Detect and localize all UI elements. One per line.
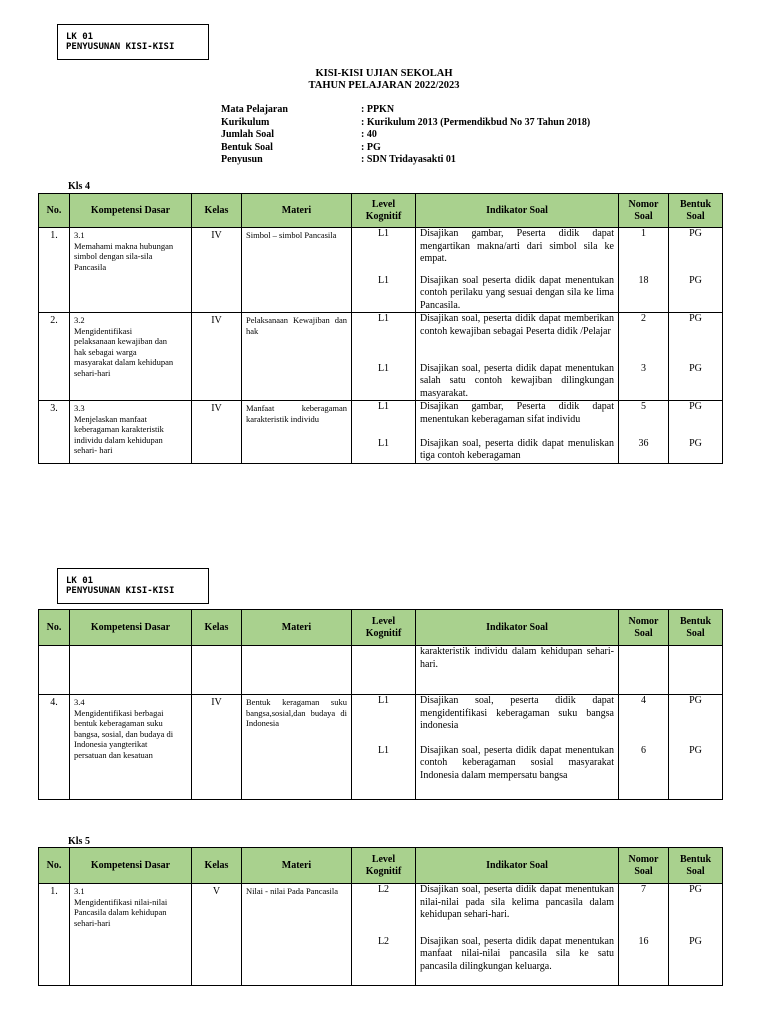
row-level: L1 <box>352 363 416 401</box>
row-nomor: 1 <box>619 228 669 275</box>
row-kelas: IV <box>192 695 242 800</box>
table-header-row <box>39 848 723 884</box>
header-level: Level Kognitif <box>352 848 416 884</box>
row-bentuk: PG <box>669 438 723 464</box>
row-kd: 3.4Mengidentifikasi berbagai bentuk keberagaman suku bangsa, sosial, dan budaya di Indonesia yangterikat persatuan dan kesatuan <box>70 695 192 800</box>
table-row <box>39 695 723 745</box>
row-indikator: Disajikan gambar, Peserta didik dapat menentukan keberagaman sifat individu <box>416 401 619 438</box>
meta-value: : 40 <box>361 129 377 140</box>
row-no: 2. <box>39 313 70 401</box>
kisi-table-kls4 <box>38 193 723 464</box>
row-bentuk: PG <box>669 745 723 800</box>
header-kd: Kompetensi Dasar <box>70 848 192 884</box>
row-level: L1 <box>352 228 416 275</box>
table-header-row <box>39 610 723 646</box>
kls-4-label: Kls 4 <box>68 181 90 192</box>
row-kelas: IV <box>192 313 242 401</box>
header-kelas: Kelas <box>192 848 242 884</box>
row-level: L2 <box>352 884 416 936</box>
header-no: No. <box>39 194 70 228</box>
row-indikator: Disajikan soal, peserta didik dapat menuliskan tiga contoh keberagaman <box>416 438 619 464</box>
table-row <box>39 313 723 363</box>
row-kelas: IV <box>192 228 242 313</box>
header-nomor: Nomor Soal <box>619 610 669 646</box>
row-nomor: 16 <box>619 936 669 986</box>
header-bentuk: Bentuk Soal <box>669 848 723 884</box>
row-indikator: Disajikan soal, peserta didik dapat menentukan salah satu contoh kewajiban dilingkungan masyarakat. <box>416 363 619 401</box>
lk-code: LK 01 <box>66 32 94 42</box>
row-level: L1 <box>352 313 416 363</box>
row-bentuk: PG <box>669 275 723 313</box>
row-materi: Manfaat keberagaman karakteristik individu <box>242 401 352 464</box>
header-level: Level Kognitif <box>352 610 416 646</box>
row-no: 1. <box>39 228 70 313</box>
header-bentuk: Bentuk Soal <box>669 194 723 228</box>
doc-title <box>0 68 768 92</box>
table-row <box>39 401 723 438</box>
header-materi: Materi <box>242 194 352 228</box>
header-indikator: Indikator Soal <box>416 848 619 884</box>
row-bentuk: PG <box>669 228 723 275</box>
header-nomor: Nomor Soal <box>619 848 669 884</box>
row-no: 1. <box>39 884 70 986</box>
row-kd: 3.2Mengidentifikasi pelaksanaan kewajiban dan hak sebagai warga masyarakat dalam kehidupan sehari-hari <box>70 313 192 401</box>
row-kd: 3.1Mengidentifikasi nilai-nilai Pancasila dalam kehidupan sehari-hari <box>70 884 192 986</box>
row-nomor: 7 <box>619 884 669 936</box>
row-bentuk: PG <box>669 884 723 936</box>
row-bentuk: PG <box>669 695 723 745</box>
table-row <box>39 646 723 695</box>
header-kd: Kompetensi Dasar <box>70 610 192 646</box>
row-nomor: 3 <box>619 363 669 401</box>
header-nomor: Nomor Soal <box>619 194 669 228</box>
header-materi: Materi <box>242 610 352 646</box>
row-level: L1 <box>352 275 416 313</box>
kls-5-label: Kls 5 <box>68 836 90 847</box>
row-level: L1 <box>352 745 416 800</box>
lk-title: PENYUSUNAN KISI-KISI <box>66 42 175 52</box>
row-materi: Bentuk keragaman suku bangsa,sosial,dan budaya di Indonesia <box>242 695 352 800</box>
header-kelas: Kelas <box>192 194 242 228</box>
row-kd: 3.3Menjelaskan manfaat keberagaman karakteristik individu dalam kehidupan sehari- hari <box>70 401 192 464</box>
table-row <box>39 228 723 275</box>
row-indikator: Disajikan gambar, Peserta didik dapat mengartikan makna/arti dari simbol sila ke empat. <box>416 228 619 275</box>
row-indikator: Disajikan soal peserta didik dapat menentukan contoh perilaku yang sesuai dengan sila ke lima Pancasila. <box>416 275 619 313</box>
kisi-table-kls4-continued <box>38 609 723 800</box>
header-kd: Kompetensi Dasar <box>70 194 192 228</box>
row-kelas: IV <box>192 401 242 464</box>
meta-key: Mata Pelajaran <box>221 104 288 115</box>
row-bentuk: PG <box>669 313 723 363</box>
row-indikator: Disajikan soal, peserta didik dapat memberikan contoh kewajiban sebagai Peserta didik /Pelajar <box>416 313 619 363</box>
row-no: 3. <box>39 401 70 464</box>
header-no: No. <box>39 848 70 884</box>
meta-value: : PG <box>361 141 381 153</box>
row-nomor: 6 <box>619 745 669 800</box>
lk-title: PENYUSUNAN KISI-KISI <box>66 586 175 596</box>
header-indikator: Indikator Soal <box>416 610 619 646</box>
row-materi: Nilai - nilai Pada Pancasila <box>242 884 352 986</box>
meta-key: Kurikulum <box>221 116 270 128</box>
lk-box <box>57 568 209 604</box>
row-nomor: 5 <box>619 401 669 438</box>
lk-code: LK 01 <box>66 576 94 586</box>
row-kd: 3.1Memahami makna hubungan simbol dengan sila-sila Pancasila <box>70 228 192 313</box>
row-nomor: 36 <box>619 438 669 464</box>
table-row <box>39 884 723 936</box>
header-bentuk: Bentuk Soal <box>669 610 723 646</box>
row-indikator: Disajikan soal, peserta didik dapat menentukan contoh keberagaman sosial masyarakat Indonesia dalam mempersatu bangsa <box>416 745 619 800</box>
row-materi: Simbol – simbol Pancasila <box>242 228 352 313</box>
meta-key: Bentuk Soal <box>221 141 273 153</box>
doc-title-line2: TAHUN PELAJARAN 2022/2023 <box>308 80 460 91</box>
table-header-row <box>39 194 723 228</box>
row-materi: Pelaksanaan Kewajiban dan hak <box>242 313 352 401</box>
row-no: 4. <box>39 695 70 800</box>
row-bentuk: PG <box>669 401 723 438</box>
row-bentuk: PG <box>669 936 723 986</box>
header-kelas: Kelas <box>192 610 242 646</box>
header-level: Level Kognitif <box>352 194 416 228</box>
meta-block <box>221 104 590 167</box>
row-level: L2 <box>352 936 416 986</box>
row-level: L1 <box>352 438 416 464</box>
kisi-table-kls5 <box>38 847 723 986</box>
header-materi: Materi <box>242 848 352 884</box>
row-indikator: karakteristik individu dalam kehidupan sehari-hari. <box>416 646 619 695</box>
meta-key: Jumlah Soal <box>221 129 275 140</box>
header-indikator: Indikator Soal <box>416 194 619 228</box>
meta-value: : SDN Tridayasakti 01 <box>361 154 456 165</box>
doc-title-line1: KISI-KISI UJIAN SEKOLAH <box>315 68 453 79</box>
row-indikator: Disajikan soal, peserta didik dapat mengidentifikasi keberagaman suku bangsa indonesia <box>416 695 619 745</box>
header-no: No. <box>39 610 70 646</box>
meta-value: : Kurikulum 2013 (Permendikbud No 37 Tahun 2018) <box>361 116 591 128</box>
meta-value: : PPKN <box>361 104 395 115</box>
row-level: L1 <box>352 695 416 745</box>
row-level: L1 <box>352 401 416 438</box>
row-nomor: 2 <box>619 313 669 363</box>
lk-box <box>57 24 209 60</box>
row-indikator: Disajikan soal, peserta didik dapat menentukan nilai-nilai pada sila kelima pancasila dalam kehidupan sehari-hari. <box>416 884 619 936</box>
row-bentuk: PG <box>669 363 723 401</box>
row-indikator: Disajikan soal, peserta didik dapat menentukan manfaat nilai-nilai pancasila sila ke satu pancasila dilingkungan keluarga. <box>416 936 619 986</box>
row-kelas: V <box>192 884 242 986</box>
meta-key: Penyusun <box>221 154 263 165</box>
row-nomor: 4 <box>619 695 669 745</box>
row-nomor: 18 <box>619 275 669 313</box>
